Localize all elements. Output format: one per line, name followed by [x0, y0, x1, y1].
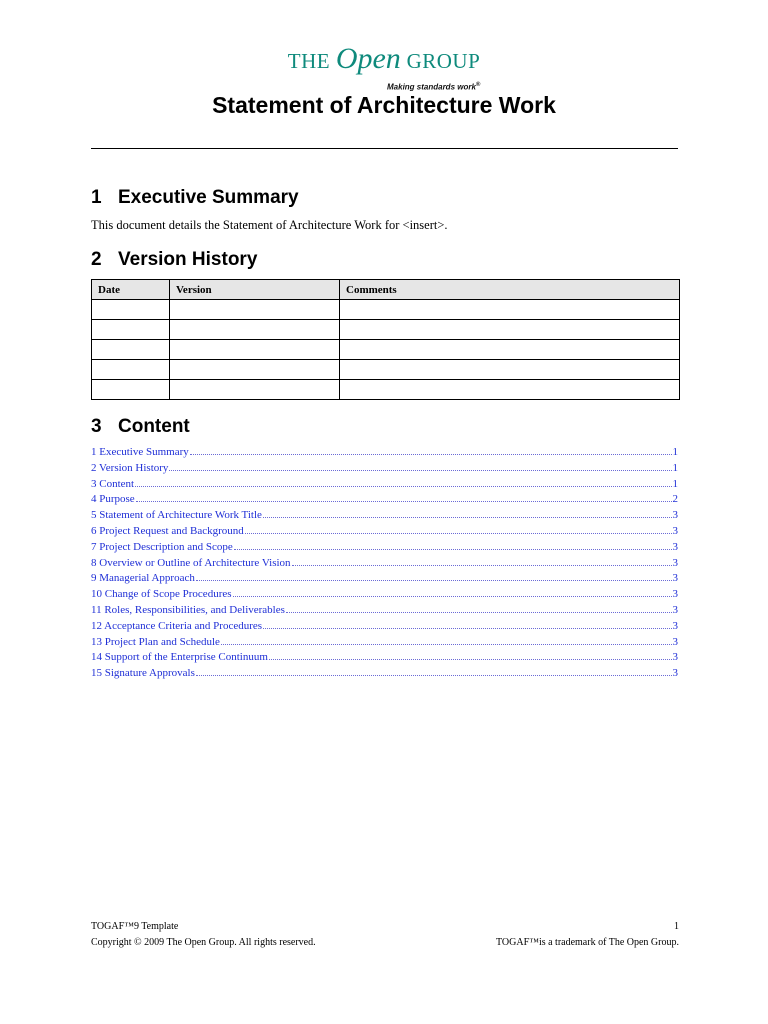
footer-page-number: 1: [674, 921, 679, 932]
toc-page-number: 3: [672, 524, 678, 537]
logo-open: Open: [335, 42, 401, 75]
toc-page-number: 3: [672, 635, 678, 648]
column-header-comments: Comments: [340, 280, 680, 300]
toc-page-number: 2: [672, 493, 678, 506]
table-cell: [92, 300, 170, 320]
logo-group: GROUP: [406, 49, 481, 73]
toc-leader-dots: [286, 612, 672, 613]
toc-label: 15 Signature Approvals: [91, 667, 195, 680]
toc-label: 3 Content: [91, 477, 135, 490]
toc-entry-executive-summary[interactable]: [91, 446, 678, 462]
column-header-version: Version: [170, 280, 340, 300]
toc-entry-project-description[interactable]: [91, 541, 678, 557]
section-number: 2: [91, 249, 102, 270]
toc-page-number: 3: [672, 556, 678, 569]
toc-leader-dots: [245, 533, 672, 534]
toc-leader-dots: [196, 580, 672, 581]
toc-label: 4 Purpose: [91, 493, 135, 506]
toc-leader-dots: [292, 565, 672, 566]
toc-entry-acceptance-criteria[interactable]: [91, 620, 678, 636]
document-title: Statement of Architecture Work: [212, 92, 556, 118]
toc-label: 11 Roles, Responsibilities, and Deliverables: [91, 603, 285, 616]
toc-page-number: 3: [672, 667, 678, 680]
section-heading-executive-summary: [91, 187, 299, 209]
footer-line-2: [91, 937, 679, 948]
table-row: [92, 340, 680, 360]
toc-leader-dots: [190, 454, 672, 455]
column-header-date: Date: [92, 280, 170, 300]
footer-template-label: TOGAF™9 Template: [91, 921, 179, 932]
table-row: [92, 360, 680, 380]
table-cell: [170, 320, 340, 340]
toc-page-number: 3: [672, 572, 678, 585]
toc-page-number: 3: [672, 509, 678, 522]
title-divider: [91, 148, 678, 149]
table-cell: [340, 320, 680, 340]
table-cell: [92, 360, 170, 380]
toc-page-number: 1: [672, 461, 678, 474]
toc-leader-dots: [221, 644, 672, 645]
logo-reg-mark: ®: [475, 82, 481, 88]
table-cell: [340, 380, 680, 400]
toc-leader-dots: [233, 596, 672, 597]
section-heading-version-history: [91, 249, 257, 271]
version-history-table: [91, 279, 680, 400]
table-row: [92, 320, 680, 340]
toc-entry-enterprise-continuum[interactable]: [91, 651, 678, 667]
toc-entry-version-history[interactable]: [91, 462, 678, 478]
table-cell: [92, 380, 170, 400]
toc-leader-dots: [135, 486, 671, 487]
toc-entry-content[interactable]: [91, 478, 678, 494]
toc-page-number: 3: [672, 619, 678, 632]
toc-label: 1 Executive Summary: [91, 446, 189, 458]
section-title: Content: [118, 416, 190, 437]
section-title: Executive Summary: [118, 187, 299, 208]
toc-entry-roles-responsibilities[interactable]: [91, 604, 678, 620]
toc-label: 13 Project Plan and Schedule: [91, 635, 220, 648]
footer-line-1: [91, 921, 679, 932]
toc-leader-dots: [269, 659, 672, 660]
table-cell: [170, 360, 340, 380]
table-row: [92, 300, 680, 320]
logo-the: THE: [287, 49, 331, 73]
table-cell: [170, 380, 340, 400]
toc-entry-change-of-scope[interactable]: [91, 588, 678, 604]
toc-page-number: 1: [672, 477, 678, 490]
toc-page-number: 3: [672, 588, 678, 601]
table-header-row: [92, 280, 680, 300]
table-cell: [170, 300, 340, 320]
table-row: [92, 380, 680, 400]
toc-leader-dots: [234, 549, 672, 550]
open-group-logo: [0, 44, 768, 74]
section-number: 3: [91, 416, 102, 437]
toc-label: 10 Change of Scope Procedures: [91, 588, 232, 601]
section-number: 1: [91, 187, 102, 208]
logo-tagline-text: Making standards work: [387, 82, 476, 92]
toc-label: 12 Acceptance Criteria and Procedures: [91, 619, 263, 632]
table-cell: [340, 360, 680, 380]
footer-trademark: TOGAF™is a trademark of The Open Group.: [495, 937, 679, 948]
table-cell: [340, 340, 680, 360]
logo-tagline: [387, 82, 480, 92]
toc-label: 5 Statement of Architecture Work Title: [91, 509, 262, 522]
toc-leader-dots: [196, 675, 672, 676]
table-of-contents: [91, 446, 678, 683]
toc-entry-architecture-vision[interactable]: [91, 557, 678, 573]
table-cell: [92, 340, 170, 360]
toc-entry-project-request[interactable]: [91, 525, 678, 541]
toc-entry-managerial-approach[interactable]: [91, 572, 678, 588]
table-cell: [170, 340, 340, 360]
toc-entry-purpose[interactable]: [91, 493, 678, 509]
toc-label: 7 Project Description and Scope: [91, 540, 233, 553]
toc-leader-dots: [263, 628, 671, 629]
toc-entry-signature-approvals[interactable]: [91, 667, 678, 683]
executive-summary-text: This document details the Statement of Architecture Work for <insert>.: [91, 218, 448, 232]
toc-page-number: 3: [672, 651, 678, 664]
toc-leader-dots: [136, 501, 672, 502]
toc-label: 14 Support of the Enterprise Continuum: [91, 651, 268, 664]
toc-label: 9 Managerial Approach: [91, 572, 195, 585]
toc-label: 2 Version History: [91, 461, 169, 474]
toc-page-number: 3: [672, 540, 678, 553]
toc-label: 6 Project Request and Background: [91, 524, 244, 537]
toc-entry-project-plan[interactable]: [91, 636, 678, 652]
toc-leader-dots: [263, 517, 672, 518]
toc-page-number: 3: [672, 603, 678, 616]
table-cell: [92, 320, 170, 340]
toc-label: 8 Overview or Outline of Architecture Vision: [91, 556, 291, 569]
table-cell: [340, 300, 680, 320]
toc-leader-dots: [169, 470, 671, 471]
section-title: Version History: [118, 249, 258, 270]
toc-entry-statement-title[interactable]: [91, 509, 678, 525]
footer-copyright: Copyright © 2009 The Open Group. All rights reserved.: [91, 937, 316, 948]
toc-page-number: 1: [672, 446, 678, 458]
section-heading-content: [91, 416, 190, 438]
